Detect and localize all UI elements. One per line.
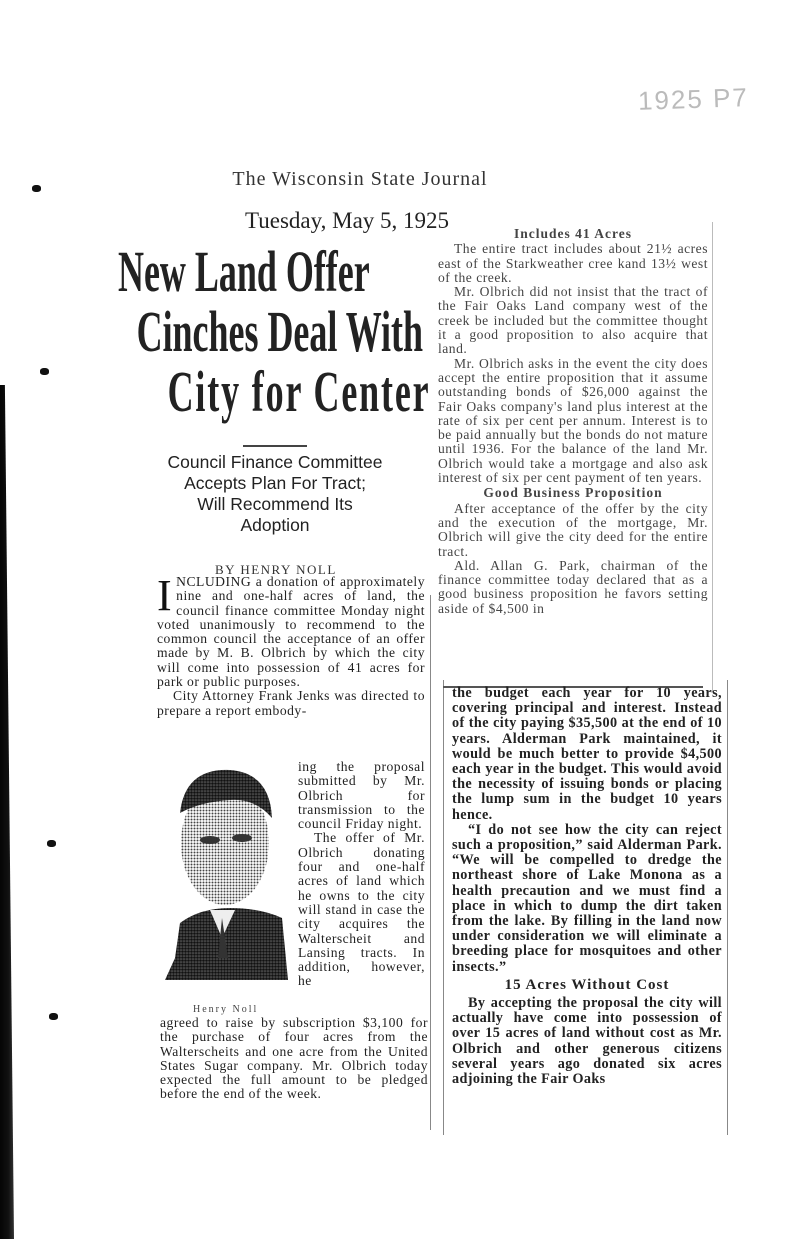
portrait-photo xyxy=(160,758,290,980)
punch-mark xyxy=(32,185,41,192)
headline-line: New Land Offer xyxy=(118,239,370,304)
column-rule xyxy=(727,680,728,1135)
paragraph: agreed to raise by subscription $3,100 for the purchase of four acres from the Walterscheits and one acre from the United States Sugar company. Mr. Olbrich today expected the full amount to be pledged before the end of the week. xyxy=(160,1015,428,1102)
paragraph: “I do not see how the city can reject such a proposition,” said Alderman Park. “We will be compelled to dredge the northeast shore of Lake Monona as a health precaution and we must find a place in which to dump the dirt taken from the lake. By filling in the land now under consideration we will eliminate a breeding place for mosquitoes and other insects.” xyxy=(452,821,722,975)
deck-line: Accepts Plan For Tract; xyxy=(184,473,366,493)
divider xyxy=(243,445,307,447)
publication-name: The Wisconsin State Journal xyxy=(232,168,488,190)
paragraph: Mr. Olbrich did not insist that the tract of the Fair Oaks Land company west of the creek be included but the committee thought it a good proposition to also acquire that land. xyxy=(438,284,708,357)
column-rule xyxy=(712,222,713,692)
lead-text: NCLUDING a donation of approximately nine and one-half acres of land, the council finance committee Monday night voted unanimously to recommend to the common council the acceptance of an offer made by M. B. Olbrich by which the city will come into possession of 41 acres for park or public purposes. xyxy=(157,574,425,690)
byline: BY HENRY NOLL xyxy=(215,562,337,577)
publication-date: Tuesday, May 5, 1925 xyxy=(245,208,450,233)
article-left-column-bottom xyxy=(160,1016,428,1102)
headline-line: City for Center xyxy=(167,359,431,424)
punch-mark xyxy=(49,1013,58,1020)
paragraph: After acceptance of the offer by the city and the execution of the mortgage, Mr. Olbrich will give the city deed for the entire tract. xyxy=(438,500,708,559)
section-subhead: Includes 41 Acres xyxy=(513,226,632,241)
column-rule xyxy=(430,595,431,1130)
paragraph: Mr. Olbrich asks in the event the city does accept the entire proposition that it assume outstanding bonds of $26,000 against the Fair Oaks company's land plus interest at the rate of six per cent per annum. Interest is to be paid annually but the bonds do not mature until 1936. For the balance of the land Mr. Olbrich would take a mortgage and also ask interest of six per cent payment of ten years. xyxy=(438,355,708,486)
headline-line: Cinches Deal With xyxy=(136,299,423,364)
headline xyxy=(118,239,431,424)
section-subhead: 15 Acres Without Cost xyxy=(504,976,670,993)
deck-line: Will Recommend Its xyxy=(197,494,353,514)
deck-line: Adoption xyxy=(240,515,310,535)
subheadline-deck xyxy=(130,452,420,536)
paragraph: The offer of Mr. Olbrich donating four and one-half acres of land which he owns to the city will stand in case the city acquires the Walterscheit and Lansing tracts. In addition, however, he xyxy=(298,830,425,989)
column-rule xyxy=(443,680,444,1135)
pencil-annotation: 1925 P7 xyxy=(637,82,750,116)
section-subhead: Good Business Proposition xyxy=(483,485,663,501)
paragraph: ing the proposal submitted by Mr. Olbrich for transmission to the council Friday night. xyxy=(298,759,425,832)
scan-edge-shadow xyxy=(0,385,14,1239)
article-left-column xyxy=(157,571,425,718)
paragraph: The entire tract includes about 21½ acres east of the Starkweather cree kand 13½ west of the creek. xyxy=(438,241,708,285)
punch-mark xyxy=(47,840,56,847)
paragraph: Ald. Allan G. Park, chairman of the finance committee today declared that as a good business proposition he favors setting aside of $4,500 in xyxy=(438,557,708,616)
photo-caption: Henry Noll xyxy=(193,1004,259,1015)
article-continued-column xyxy=(452,686,722,1087)
drop-cap: I xyxy=(157,571,173,620)
wrap-text-beside-photo xyxy=(298,760,425,989)
lead-paragraph xyxy=(157,571,425,690)
paragraph: the budget each year for 10 years, covering principal and interest. Instead of the city paying $35,500 at the end of 10 years. Alderman Park maintained, it would be much better to provide $4,500 each year in the budget. This would avoid the necessity of issuing bonds or placing the lump sum in the budget 10 years hence. xyxy=(452,685,722,823)
deck-line: Council Finance Committee xyxy=(167,452,383,472)
paragraph: City Attorney Frank Jenks was directed to prepare a report embody- xyxy=(157,688,425,718)
article-right-column xyxy=(438,226,708,616)
paragraph: By accepting the proposal the city will actually have come into possession of over 15 acres of land without cost as Mr. Olbrich and other generous citizens several years ago donated six acres adjoining the Fair Oaks xyxy=(452,995,722,1088)
punch-mark xyxy=(40,368,49,375)
